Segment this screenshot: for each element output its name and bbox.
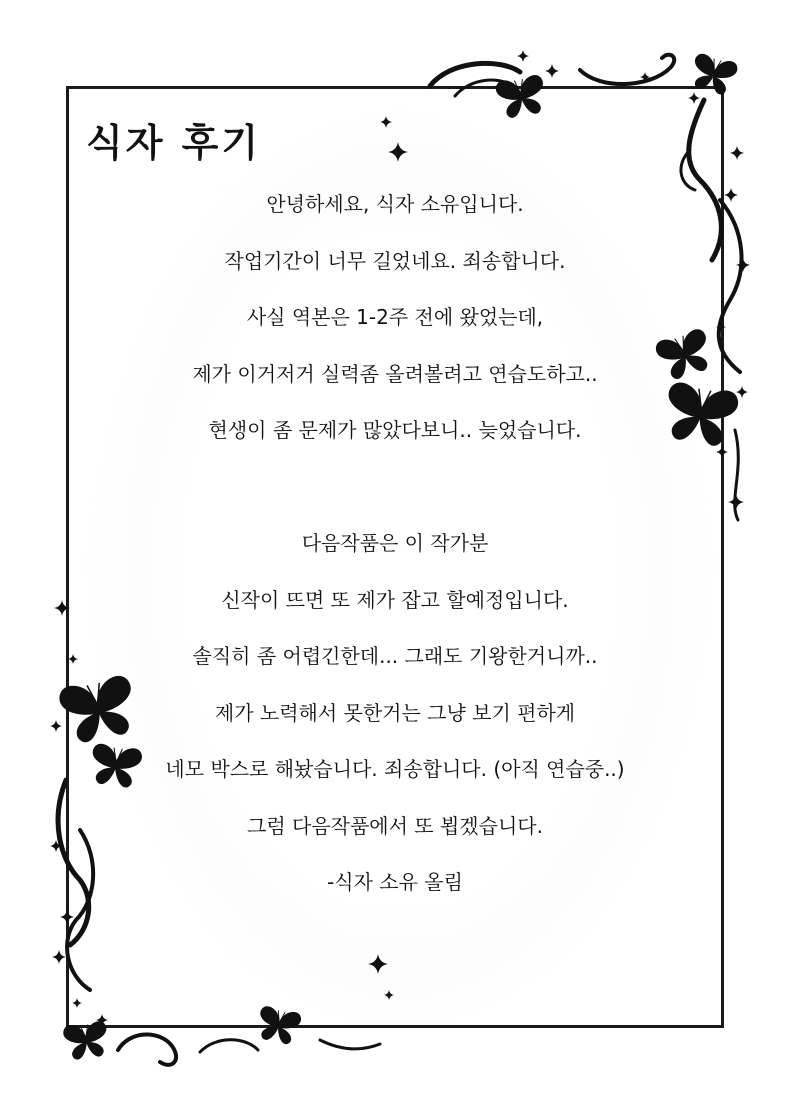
sparkle-icon bbox=[716, 446, 728, 458]
body-line: 제가 노력해서 못한거는 그냥 보기 편하게 bbox=[214, 700, 576, 725]
sparkle-icon bbox=[728, 494, 744, 510]
sparkle-icon bbox=[517, 50, 529, 62]
sparkle-icon bbox=[72, 998, 82, 1008]
body-line: 안녕하세요, 식자 소유입니다. bbox=[266, 192, 524, 216]
signature: -식자 소유 올림 bbox=[327, 870, 463, 894]
sparkle-icon bbox=[380, 116, 392, 128]
sparkle-icon bbox=[60, 910, 74, 924]
butterfly-icon bbox=[495, 74, 548, 120]
body-line: 네모 박스로 해놨습니다. 죄송합니다. (아직 연습중..) bbox=[165, 757, 625, 781]
paragraph-spacer bbox=[90, 459, 700, 516]
sparkle-icon bbox=[68, 654, 78, 664]
body-line: 제가 이거저거 실력좀 올려볼려고 연습도하고.. bbox=[192, 361, 598, 386]
butterfly-icon bbox=[62, 1020, 110, 1061]
body-line: 현생이 좀 문제가 많았다보니.. 늦었습니다. bbox=[208, 418, 582, 442]
sparkle-icon bbox=[730, 146, 744, 160]
page-title: 식자 후기 bbox=[86, 121, 262, 165]
sparkle-icon bbox=[50, 720, 62, 732]
body-line: 사실 역본은 1-2주 전에 왔었는데, bbox=[246, 305, 544, 329]
butterfly-icon bbox=[255, 1005, 302, 1046]
sparkle-icon bbox=[688, 92, 700, 104]
sparkle-icon bbox=[384, 990, 394, 1000]
butterfly-icon bbox=[688, 52, 739, 97]
sparkle-icon bbox=[724, 188, 738, 202]
sparkle-icon bbox=[545, 64, 559, 78]
body-line: 다음작품은 이 작가분 bbox=[301, 531, 489, 555]
body-line: 솔직히 좀 어렵긴한데... 그래도 기왕한거니까.. bbox=[192, 644, 598, 668]
body-line: 그럼 다음작품에서 또 뵙겠습니다. bbox=[247, 813, 543, 838]
sparkle-icon bbox=[368, 954, 388, 974]
sparkle-icon bbox=[736, 386, 748, 398]
sparkle-icon bbox=[52, 950, 66, 964]
afterword-body bbox=[90, 176, 700, 911]
sparkle-icon bbox=[736, 258, 750, 272]
body-line: 신작이 뜨면 또 제가 잡고 할예정입니다. bbox=[221, 587, 569, 612]
sparkle-icon bbox=[388, 142, 408, 162]
body-line: 작업기간이 너무 길었네요. 죄송합니다. bbox=[224, 248, 566, 273]
sparkle-icon bbox=[54, 600, 70, 616]
